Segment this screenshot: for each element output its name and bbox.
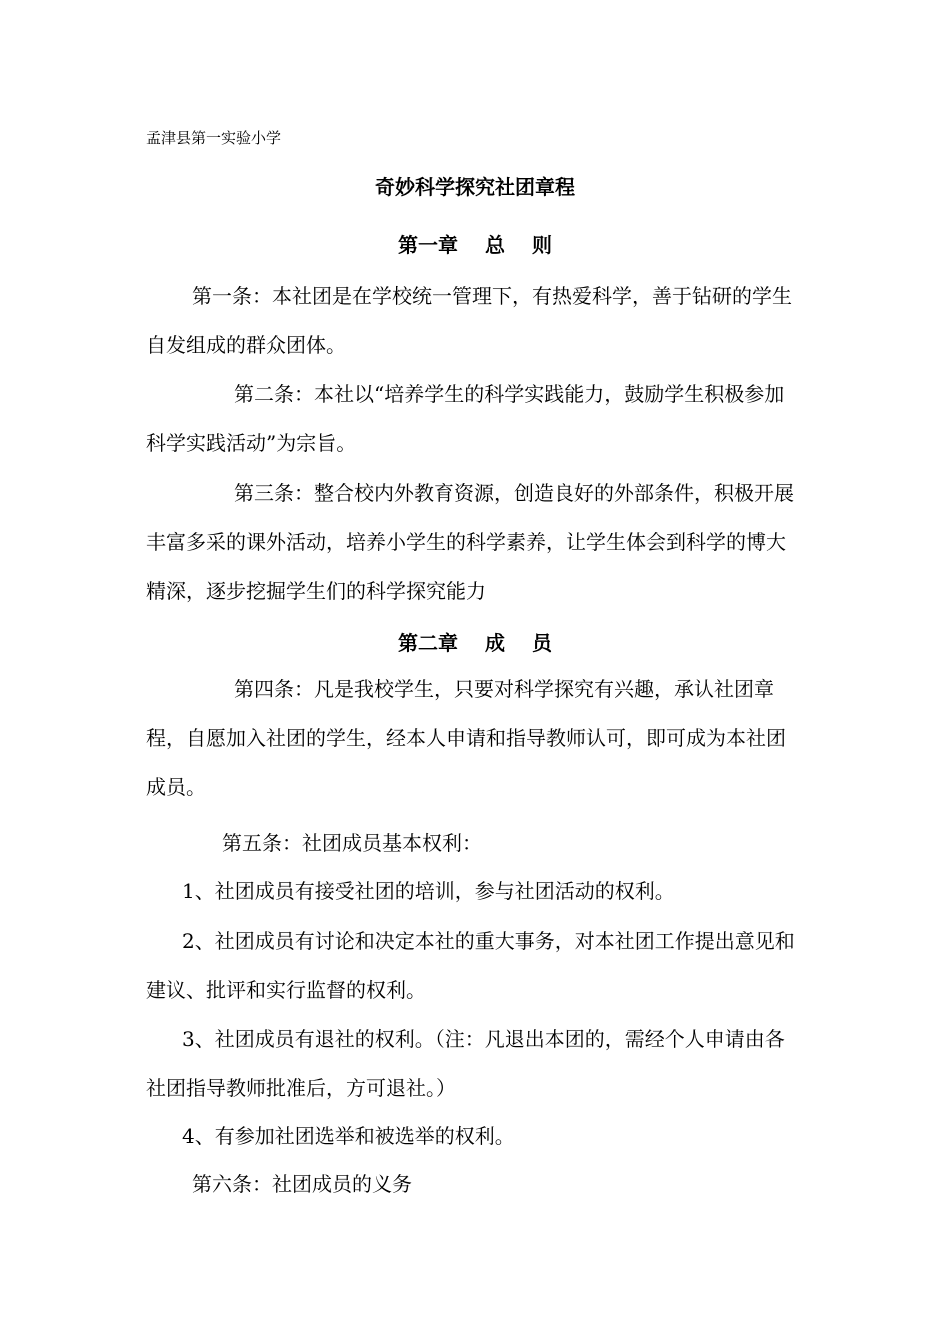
right-item-1: 1、社团成员有接受社团的培训，参与社团活动的权利。 [182,879,675,903]
right-item-4: 4、有参加社团选举和被选举的权利。 [182,1124,515,1148]
article-4: 第四条：凡是我校学生，只要对科学探究有兴趣，承认社团章程，自愿加入社团的学生，经本人申请和指导教师认可，即可成为本社团成员。 [146,677,786,799]
right-item-2: 2、社团成员有讨论和决定本社的重大事务，对本社团工作提出意见和建议、批评和实行监督的权利。 [146,929,795,1002]
article-2: 第二条：本社以“培养学生的科学实践能力，鼓励学生积极参加科学实践活动”为宗旨。 [146,382,785,455]
chapter-heading-general: 第一章 总 则 [398,233,552,257]
school-name: 孟津县第一实验小学 [146,129,282,147]
right-item-3: 3、社团成员有退社的权利。（注：凡退出本团的，需经个人申请由各社团指导教师批准后，方可退社。） [146,1027,785,1100]
article-1: 第一条：本社团是在学校统一管理下，有热爱科学，善于钻研的学生自发组成的群众团体。 [146,284,792,357]
chapter-heading-members: 第二章 成 员 [398,631,552,655]
article-3: 第三条：整合校内外教育资源，创造良好的外部条件，积极开展丰富多采的课外活动，培养小学生的科学素养，让学生体会到科学的博大精深，逐步挖掘学生们的科学探究能力 [146,481,794,603]
article-6: 第六条：社团成员的义务 [192,1172,412,1196]
article-5: 第五条：社团成员基本权利： [222,831,482,855]
document-title: 奇妙科学探究社团章程 [375,175,575,199]
